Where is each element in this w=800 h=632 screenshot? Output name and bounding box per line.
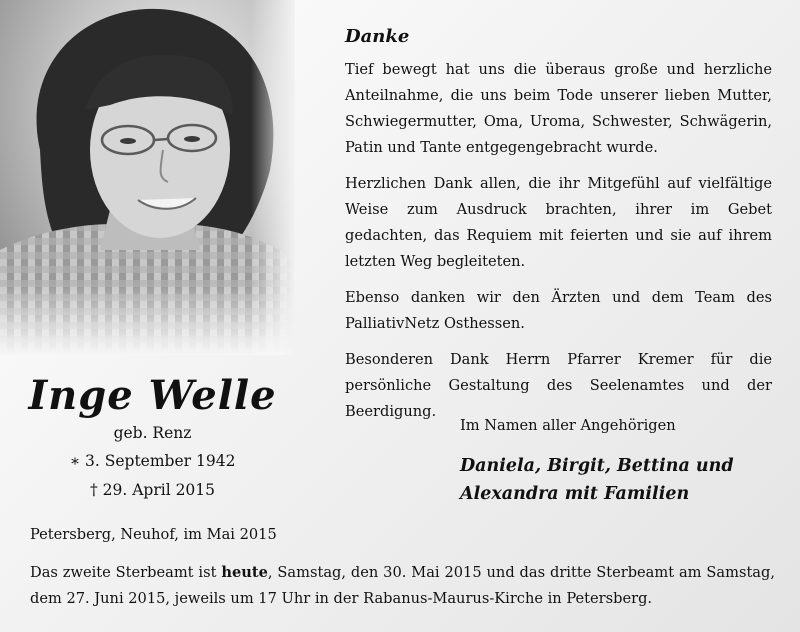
thanks-heading: Danke bbox=[345, 26, 410, 47]
memorial-mass-notice: Das zweite Sterbeamt ist heute, Samstag, den 30. Mai 2015 und das dritte Sterbeamt am Samstag, dem 27. Juni 2015, jeweils um 17 Uhr in der Rabanus-Maurus-Kirche in Petersberg. bbox=[30, 564, 775, 607]
place-date: Petersberg, Neuhof, im Mai 2015 bbox=[30, 526, 277, 543]
thanks-paragraph: Ebenso danken wir den Ärzten und dem Team des PalliativNetz Osthessen. bbox=[345, 289, 772, 332]
portrait-image bbox=[0, 0, 295, 355]
thanks-paragraph: Herzlichen Dank allen, die ihr Mitgefühl auf vielfältige Weise zum Ausdruck brachten, ihrer im Gebet gedachten, das Requiem mit feierten und sie auf ihrem letzten Weg begleiteten. bbox=[345, 175, 772, 270]
thanks-paragraph: Besonderen Dank Herrn Pfarrer Kremer für die persönliche Gestaltung des Seelenamtes und der Beerdigung. bbox=[345, 351, 772, 420]
thanks-paragraph: Tief bewegt hat uns die überaus große und herzliche Anteilnahme, die uns beim Tode unserer lieben Mutter, Schwiegermutter, Oma, Uroma, Schwester, Schwägerin, Patin und Tante entgegengebracht wurde. bbox=[345, 61, 772, 156]
signature-line: Daniela, Birgit, Bettina und bbox=[460, 456, 734, 476]
birth-date: ∗ 3. September 1942 bbox=[69, 452, 236, 470]
signature-line: Alexandra mit Familien bbox=[460, 484, 690, 504]
maiden-name: geb. Renz bbox=[113, 424, 192, 442]
death-date: † 29. April 2015 bbox=[89, 481, 216, 499]
thanks-text bbox=[345, 26, 772, 435]
deceased-name: Inge Welle bbox=[28, 372, 277, 419]
notice-emphasis: heute bbox=[221, 564, 268, 581]
signature-intro: Im Namen aller Angehörigen bbox=[460, 417, 676, 434]
signature bbox=[460, 452, 780, 508]
portrait-photo bbox=[0, 0, 295, 355]
